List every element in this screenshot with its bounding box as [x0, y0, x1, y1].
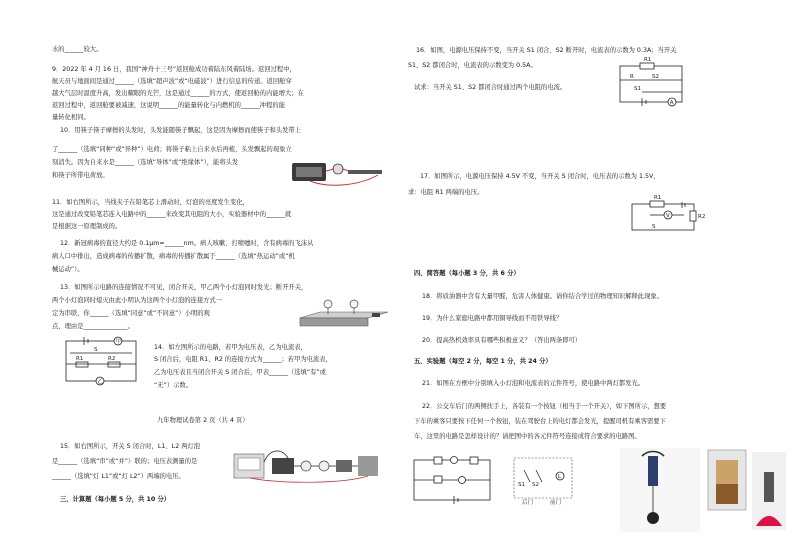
q16-circuit-diagram [612, 58, 686, 106]
switch-label: S [652, 224, 656, 230]
q17-line: 17．如图所示，电源电压保持 4.5V 不变，当开关 S 闭合时，电压表的示数为 1.5V， [420, 173, 660, 180]
q13-line: 定为串联，你______（选填“同意”或“不同意”）小明的观 [52, 310, 210, 317]
q10-line: 10．用筷子筷子摩擦的头发时，头发能随筷子飘起，这是因为摩擦而使筷子和头发带上 [60, 127, 301, 134]
q11-line: 是根据这一原理制成的。 [52, 223, 122, 230]
r-label: R [630, 74, 634, 80]
q15-line: 是______（选填“串”或“并”）联的；电压表测量的是 [52, 458, 198, 465]
q14-line: “无”）示数。 [154, 382, 193, 389]
meter-jia-label: 甲 [115, 339, 122, 345]
q22-line: 下车的乘客只要按下任何一个按钮，装在驾驶台上的电灯都会发光，提醒司机有乘客需要下 [414, 418, 666, 425]
page-footer: 九年物理试卷第 2 页（共 4 页） [157, 417, 249, 424]
r2-label: R2 [698, 214, 706, 220]
q11-line: 11．如右图所示，当线夹子在铅笔芯上滑动时，灯泡的亮度发生变化， [52, 199, 249, 206]
q14-line: S 闭合后，电阻 R1、R2 的连接方式为______；若甲为电流表， [154, 356, 332, 363]
q8-end: 水的______较大。 [52, 46, 103, 53]
q14-line: 14．如左图所示的电路，若甲为电压表，乙为电流表， [154, 344, 307, 351]
q12-line: 械运动”）。 [52, 266, 84, 273]
q10-line: 了______（选填“同种”或“异种”）电荷；将筷子粘上自来水后再梳，头发飘起的现象立 [52, 146, 292, 153]
r1-label: R1 [644, 57, 652, 63]
front-door-label: 前门 [550, 500, 562, 506]
q16-line: 试求：当开关 S1、S2 都闭合时通过两个电阻的电流。 [414, 84, 567, 91]
s1-label: S1 [634, 86, 641, 92]
q12-line: 病人口中排出，造成病毒的传播扩散，病毒的传播扩散属于______（选填“热运动”或“机 [52, 253, 295, 260]
q9-line: 量转化相同。 [52, 114, 90, 121]
q17-line: 求：电阻 R1 两端的电压。 [408, 189, 484, 196]
q9-line: 航天员与地面间是通过______（选填“超声波”或“电磁波”）进行信息的传递。返回舱穿 [52, 78, 292, 85]
r1-label: R1 [76, 356, 84, 362]
q12-line: 12．新冠病毒的直径大约是 0.1μm=______nm。病人咳嗽、打喷嚏时，含有病毒的飞沫从 [60, 240, 314, 247]
q10-line: 和筷子所带电荷放。 [52, 172, 109, 179]
q15-line: ______（选填“灯 L1”或“灯 L2”）两端的电压。 [52, 473, 185, 480]
q15-apparatus-figure [232, 440, 382, 482]
hidden-circuit-bulbs-figure [296, 296, 392, 330]
question-18: 18．将质油器中含有大量甲醛，危害人体健康。请你结合学过的物理知识解释此现象。 [422, 293, 663, 300]
q22-line: 车，这里的电路是怎样设计的？请把图中的各元件符号连接成符合要求的电路图。 [414, 433, 641, 440]
q13-line: 13．如图所示电路的连接情况不可见，闭合开关，甲乙两个小灯泡同时发光；断开开关， [60, 284, 308, 291]
q14-line: 乙为电压表且当闭合开关 S 闭合后，甲表______（选填“有”或 [154, 369, 326, 376]
ammeter-label: A [669, 100, 674, 106]
section-5-heading: 五、实验题（每空 2 分，每空 1 分，共 24 分） [414, 358, 552, 365]
q16-line: S1、S2 都闭合时，电流表的示数变为 0.5A。 [408, 62, 537, 69]
q14-circuit-diagram [62, 337, 142, 389]
q10-line: 刻消失。因为自来水是______（选填“导体”或“绝缘体”），能将头发 [52, 159, 239, 166]
q9-line: 9．2022 年 4 月 16 日，我国“神舟十三号”返回舱成功着陆东风着陆场。返回过程中， [52, 66, 296, 73]
r2-label: R2 [108, 356, 116, 362]
section-4-heading: 四、简答题（每小题 3 分，共 6 分） [414, 270, 520, 277]
q15-line: 15．如右图所示，开关 S 闭合时，L1、L2 两灯泡 [60, 443, 201, 450]
r1-label: R1 [654, 195, 662, 201]
rear-door-label: 后门 [522, 500, 534, 506]
s2-label: S2 [532, 482, 539, 488]
right-column [400, 0, 794, 560]
question-19: 19．为什么家庭电路中都用铜导线而不用铁导线？ [422, 315, 563, 322]
q13-line: 两个小灯泡同时熄灭由此小明认为这两个小灯泡的连接方式一 [52, 297, 223, 304]
q22-elements-figure [512, 456, 574, 506]
s2-label: S2 [652, 74, 659, 80]
q17-circuit-diagram [628, 194, 708, 232]
lamp-label: L [558, 474, 562, 480]
question-20: 20．提高热机效率具有哪些积极意义？（答出两条即可） [422, 337, 582, 344]
experiment-photos [618, 446, 788, 534]
q21-circuit-diagram [410, 456, 494, 506]
q9-line: 返回过程中，返回舱要被减速，这说明______的能量转化与内燃机的______冲程的能 [52, 102, 285, 109]
q22-line: 22．公交车后门的两侧扶手上，各装有一个按钮（相当于一个开关），如下图所示，想要 [422, 403, 667, 410]
q13-line: 点，理由是______________。 [52, 323, 134, 330]
s1-label: S1 [518, 482, 525, 488]
section-3-heading: 三、计算题（每小题 5 分，共 10 分） [60, 496, 171, 503]
q11-line: 这是通过改变铅笔芯连入电路中的______来改变其电阻的大小，实验器材中的______就 [52, 211, 292, 218]
switch-label: S [94, 347, 98, 353]
question-21: 21．如图在方框中分别填入小灯泡和电流表的元件符号，使电路中两灯都发光。 [422, 380, 645, 387]
q16-line: 16．如图，电源电压保持不变，当开关 S1 闭合、S2 断开时，电流表的示数为 0.3A；当开关 [416, 47, 677, 54]
voltmeter-label: V [665, 213, 670, 219]
pencil-lead-circuit-figure [290, 155, 390, 185]
q9-line: 越大气层时温度升高，发出耀眼的光芒，这是通过______的方式，使返回舱的内能增大；在 [52, 90, 304, 97]
meter-yi-label: 乙 [97, 379, 104, 385]
